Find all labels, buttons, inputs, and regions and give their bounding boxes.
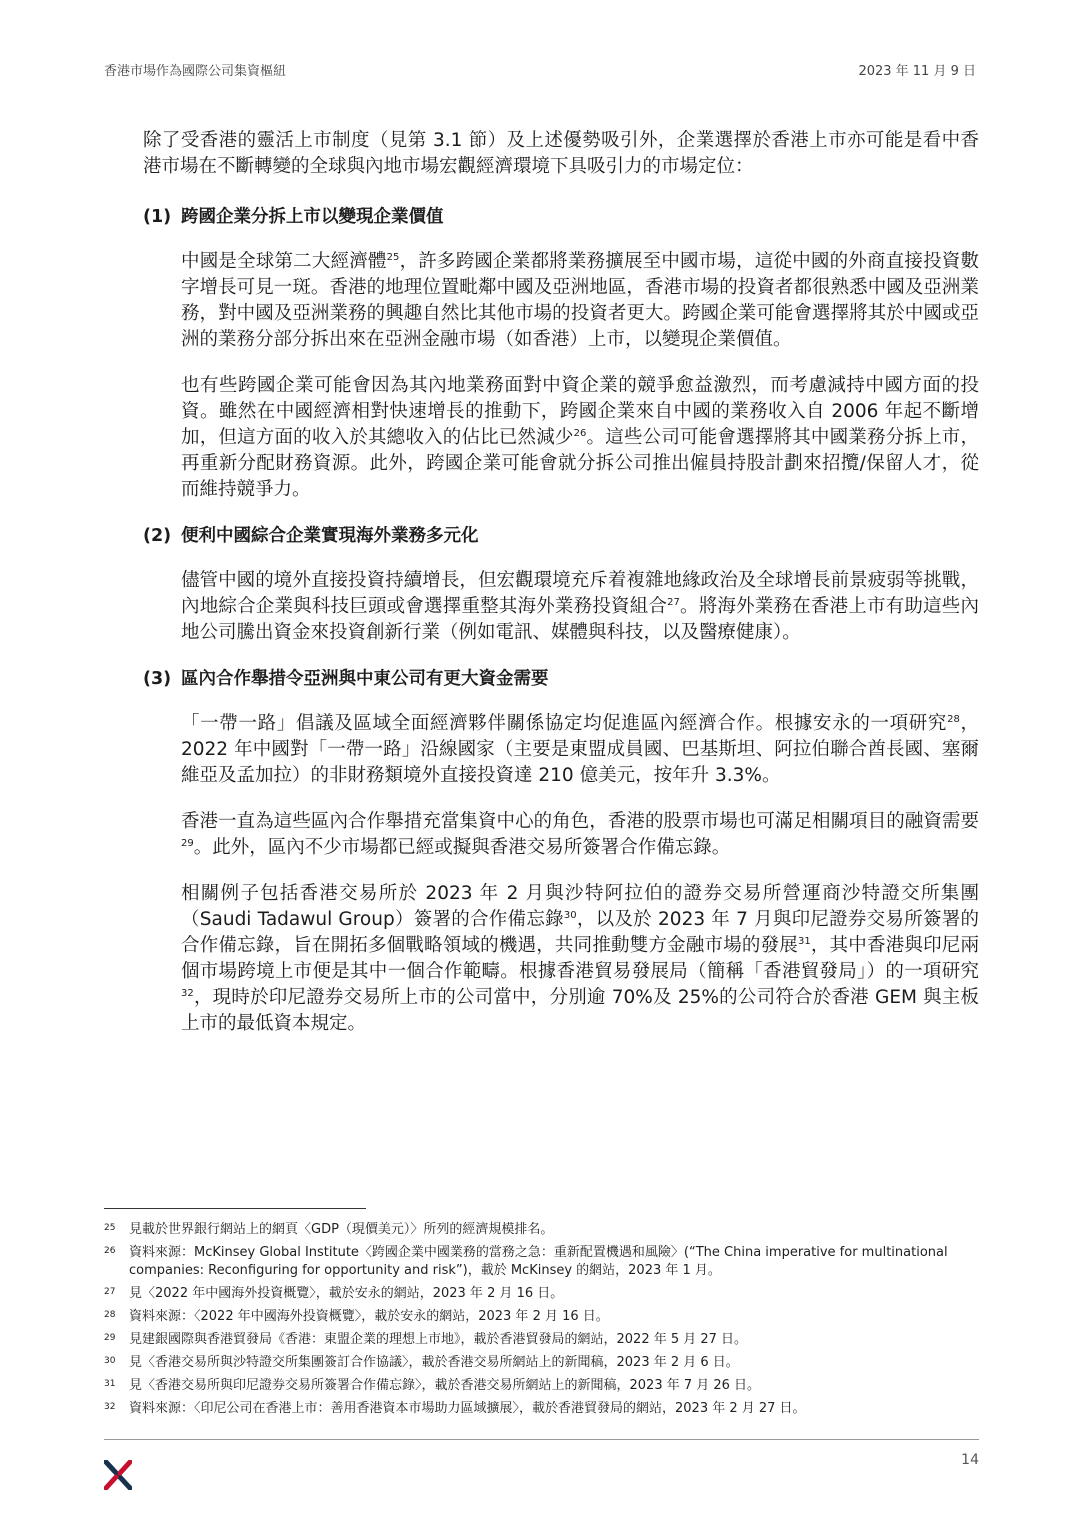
footnote-item — [104, 1285, 979, 1303]
footnote-number: 28 — [104, 1310, 116, 1320]
footnote-text: 資料來源：McKinsey Global Institute〈跨國企業中國業務的當務之急：重新配置機遇和風險〉(“The China imperative for multinational companies: Reconfiguring for opportunity and risk”)，載於 McKinsey 的網站，2023 年 1 月。 — [129, 1245, 948, 1278]
footnote-number: 32 — [104, 1402, 116, 1412]
footnote-number: 30 — [104, 1356, 116, 1366]
footnote-ref[interactable]: 25 — [386, 251, 400, 263]
footnote-number: 25 — [104, 1223, 116, 1233]
footnote-text: 見載於世界銀行網站上的網頁〈GDP（現價美元）〉所列的經濟規模排名。 — [129, 1222, 554, 1237]
footnote-ref[interactable]: 28 — [947, 713, 960, 725]
section-title: 區內合作舉措令亞洲與中東公司有更大資金需要 — [181, 669, 549, 689]
paragraph: 相關例子包括香港交易所於 2023 年 2 月與沙特阿拉伯的證券交易所營運商沙特證交所集團（Saudi Tadawul Group）簽署的合作備忘錄$^{30}$，以及於 2023 年 7 月與印尼證券交易所簽署的合作備忘錄，旨在開拓多個戰略領域的機遇，共同推動雙方金融市場的發展$^{31}$，其中香港與印尼兩個市場跨境上市便是其中一個合作範疇。根據香港貿易發展局（簡稱「香港貿發局」）的一項研究$^{32}$，現時於印尼證券交易所上市的公司當中，分別逾 70%及 25%的公司符合於香港 GEM 與主板上市的最低資本規定。 — [181, 883, 979, 1034]
footnote-item — [104, 1244, 979, 1280]
footnote-number: 29 — [104, 1333, 116, 1343]
footnote-number: 31 — [104, 1379, 116, 1389]
section-title: 便利中國綜合企業實現海外業務多元化 — [181, 526, 479, 546]
footnote-number: 26 — [104, 1246, 116, 1256]
footnote-ref[interactable]: 27 — [667, 596, 680, 608]
footnotes — [104, 1221, 979, 1423]
footnote-item — [104, 1354, 979, 1372]
paragraph: 香港一直為這些區內合作舉措充當集資中心的角色，香港的股票市場也可滿足相關項目的融資需要$^{29}$。此外，區內不少市場都已經或擬與香港交易所簽署合作備忘錄。 — [181, 811, 979, 858]
section-number: (1) — [143, 207, 172, 227]
footnote-item — [104, 1308, 979, 1326]
footnote-ref[interactable]: 26 — [573, 427, 587, 439]
section-body-1 — [143, 249, 979, 503]
intro-paragraph: 除了受香港的靈活上市制度（見第 3.1 節）及上述優勢吸引外，企業選擇於香港上市亦可能是看中香港市場在不斷轉變的全球與內地市場宏觀經濟環境下具吸引力的市場定位： — [143, 130, 979, 177]
footnote-item — [104, 1377, 979, 1395]
section-body-3 — [143, 711, 979, 1037]
paragraph: 也有些跨國企業可能會因為其內地業務面對中資企業的競爭愈益激烈，而考慮減持中國方面的投資。雖然在中國經濟相對快速增長的推動下，跨國企業來自中國的業務收入自 2006 年起不斷增加，但這方面的收入於其總收入的佔比已然減少$^{26}$。這些公司可能會選擇將其中國業務分拆上市，再重新分配財務資源。此外，跨國企業可能會就分拆公司推出僱員持股計劃來招攬/保留人才，從而維持競爭力。 — [181, 375, 979, 500]
footnote-number: 27 — [104, 1287, 116, 1297]
footnote-item — [104, 1400, 979, 1418]
footnote-item — [104, 1221, 979, 1239]
section-number: (3) — [143, 669, 172, 689]
footnote-ref[interactable]: 32 — [181, 987, 194, 999]
footnote-ref[interactable]: 30 — [563, 909, 577, 921]
section-number: (2) — [143, 526, 172, 546]
document-date: 2023 年 11 月 9 日 — [858, 64, 976, 79]
footnote-text: 資料來源：〈2022 年中國海外投資概覽〉，載於安永的網站，2023 年 2 月 16 日。 — [129, 1309, 609, 1324]
footnote-text: 見建銀國際與香港貿發局《香港：東盟企業的理想上市地》，載於香港貿發局的網站，2022 年 5 月 27 日。 — [129, 1332, 748, 1347]
footnote-ref[interactable]: 31 — [797, 935, 811, 947]
paragraph: 儘管中國的境外直接投資持續增長，但宏觀環境充斥着複雜地緣政治及全球增長前景疲弱等挑戰，內地綜合企業與科技巨頭或會選擇重整其海外業務投資組合$^{27}$。將海外業務在香港上市有助這些內地公司騰出資金來投資創新行業（例如電訊、媒體與科技，以及醫療健康）。 — [181, 570, 979, 643]
section-heading-2 — [143, 523, 979, 549]
document-title: 香港市場作為國際公司集資樞紐 — [104, 64, 287, 79]
footnote-divider — [104, 1208, 366, 1209]
paragraph: 「一帶一路」倡議及區域全面經濟夥伴關係協定均促進區內經濟合作。根據安永的一項研究$^{28}$，2022 年中國對「一帶一路」沿線國家（主要是東盟成員國、巴基斯坦、阿拉伯聯合酋長國、塞爾維亞及孟加拉）的非財務類境外直接投資達 210 億美元，按年升 3.3%。 — [181, 713, 979, 786]
footnote-ref[interactable]: 29 — [181, 837, 194, 849]
footnote-text: 見〈2022 年中國海外投資概覽〉，載於安永的網站，2023 年 2 月 16 日。 — [129, 1286, 564, 1301]
page-number: 14 — [961, 1452, 979, 1468]
section-title: 跨國企業分拆上市以變現企業價值 — [181, 207, 444, 227]
main-content — [143, 128, 979, 1057]
section-heading-3 — [143, 666, 979, 692]
footer-divider — [104, 1439, 979, 1440]
section-body-2 — [143, 568, 979, 646]
page-header — [104, 60, 976, 80]
footnote-item — [104, 1331, 979, 1349]
footnote-text: 見〈香港交易所與沙特證交所集團簽訂合作協議〉，載於香港交易所網站上的新聞稿，2023 年 2 月 6 日。 — [129, 1355, 739, 1370]
hkex-logo-icon — [104, 1460, 132, 1490]
footnote-text: 見〈香港交易所與印尼證券交易所簽署合作備忘錄〉，載於香港交易所網站上的新聞稿，2023 年 7 月 26 日。 — [129, 1378, 761, 1393]
paragraph: 中國是全球第二大經濟體$^{25}$，許多跨國企業都將業務擴展至中國市場，這從中國的外商直接投資數字增長可見一斑。香港的地理位置毗鄰中國及亞洲地區，香港市場的投資者都很熟悉中國及亞洲業務，對中國及亞洲業務的興趣自然比其他市場的投資者更大。跨國企業可能會選擇將其於中國或亞洲的業務分部分拆出來在亞洲金融市場（如香港）上市，以變現企業價值。 — [181, 251, 979, 350]
footnote-text: 資料來源：〈印尼公司在香港上市：善用香港資本市場助力區域擴展〉，載於香港貿發局的網站，2023 年 2 月 27 日。 — [129, 1401, 806, 1416]
section-heading-1 — [143, 204, 979, 230]
